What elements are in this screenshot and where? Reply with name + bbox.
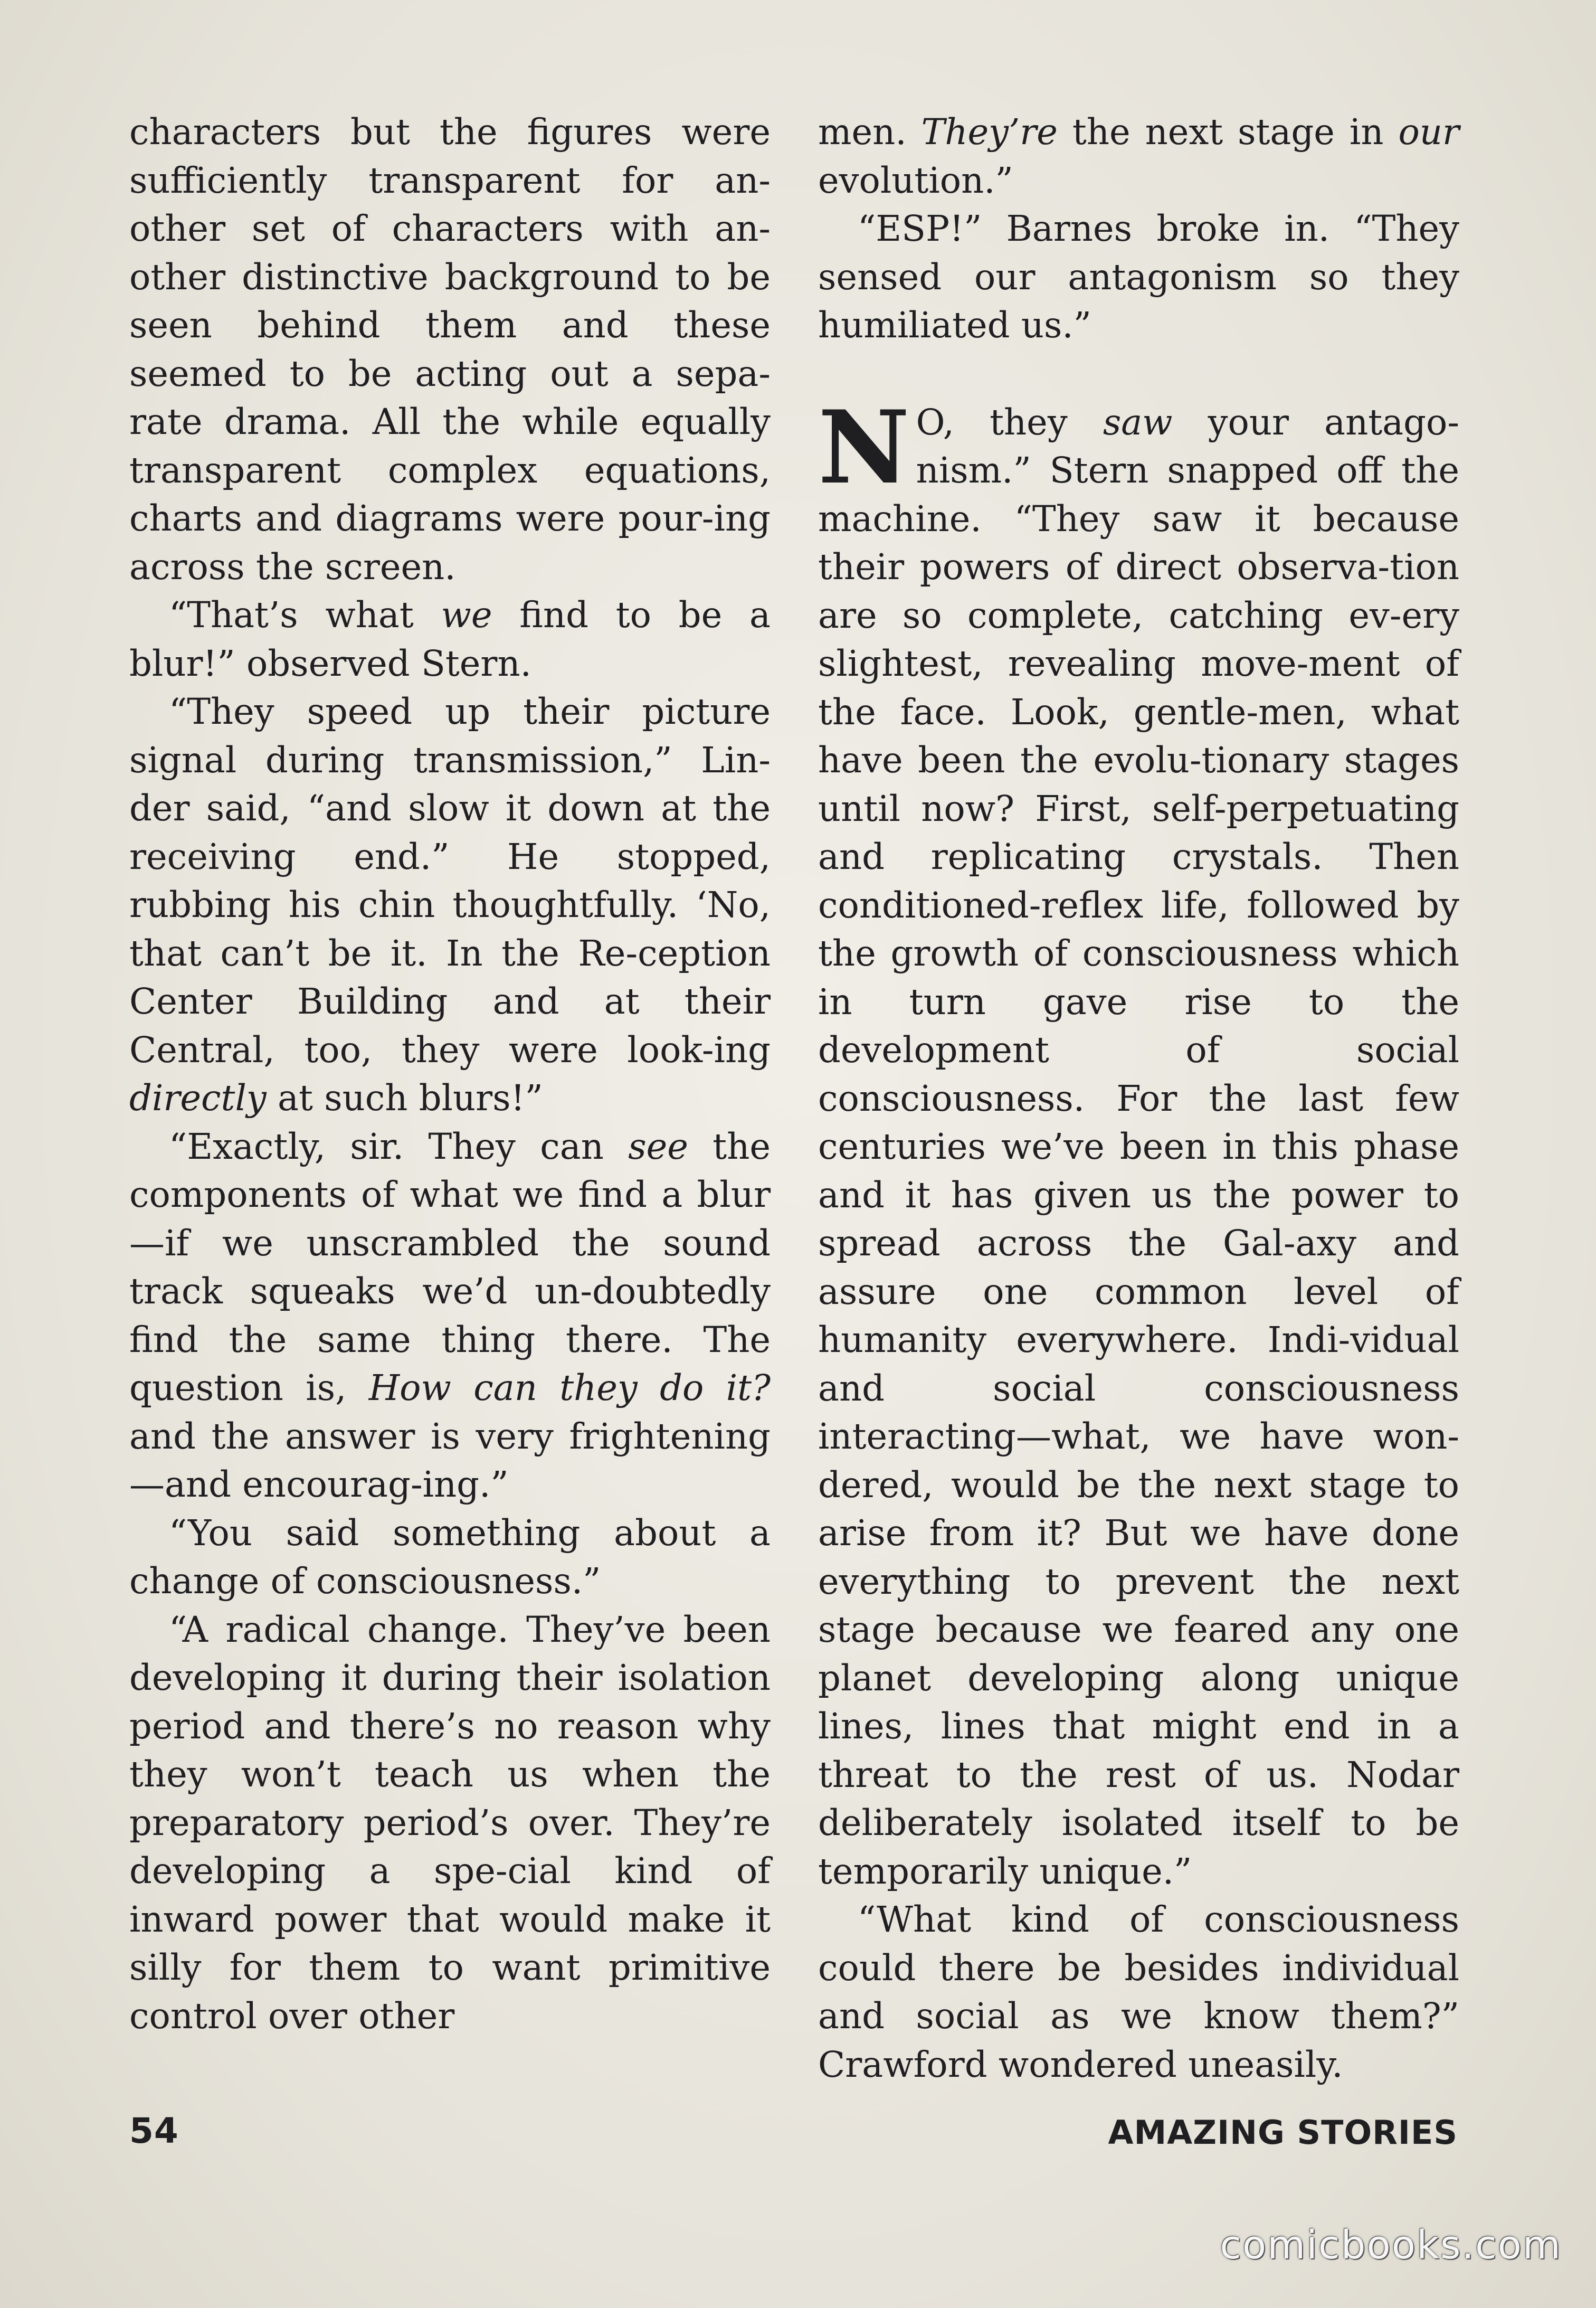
left-column [129,108,771,2040]
paragraph: “A radical change. They’ve been developing it during their isolation period and there’s no reason why they won’t teach us when the preparatory period’s over. They’re developing a spe-cial kind of inward power that would make it silly for them to want primitive control over other [129,1609,771,2037]
drop-cap: N [818,388,910,506]
running-footer: AMAZING STORIES [1108,2113,1458,2152]
paragraph: “What kind of consciousness could there be besides individual and social as we know them?” Crawford wondered uneasily. [818,1899,1459,2085]
paragraph: characters but the figures were sufficiently transparent for an-other set of characters with an-other distinctive background to be seen behind them and these seemed to be acting out a sepa-rate drama. All the while equally transparent complex equations, charts and diagrams were pour-ing across the screen. [129,111,771,588]
right-column [818,108,1459,2089]
italic-text: saw [1103,401,1173,443]
paragraph: “You said something about a change of consciousness.” [129,1512,771,1602]
paragraph: N O, they saw your antago-nism.” Stern snapped off the machine. “They saw it because their powers of direct observa-tion are so complete, catching ev-ery slightest, revealing move-ment of the face. Look, gentle-men, what have been the evolu-tionary stages until now? First, self-perpetuating and replicating crystals. Then conditioned-reflex life, followed by the growth of consciousness which in turn gave rise to the development of social consciousness. For the last few centuries we’ve been in this phase and it has given us the power to spread across the Gal-axy and assure one common level of humanity everywhere. Indi-vidual and social consciousness interacting—what, we have won-dered, would be the next stage to arise from it? But we have done everything to prevent the next stage because we feared any one planet developing along unique lines, lines that might end in a threat to the rest of us. Nodar deliberately isolated itself to be temporarily unique.” [818,388,1459,1892]
paragraph: “That’s what we find to be a blur!” observed Stern. [129,594,771,684]
page-number: 54 [129,2111,179,2151]
italic-text: directly [129,1077,267,1119]
italic-text: our [1398,111,1459,153]
watermark: comicbooks.com [1220,2222,1562,2268]
italic-text: They’re [921,111,1058,153]
italic-text: How can they do it? [368,1367,771,1408]
paragraph: “Exactly, sir. They can see the components of what we find a blur—if we unscrambled the sound track squeaks we’d un-doubtedly find the same thing there. The question is, How can they do it? and the answer is very frightening—and encourag-ing.” [129,1125,771,1505]
italic-text: see [628,1125,688,1167]
paragraph: men. They’re the next stage in our evolution.” [818,111,1459,201]
paragraph: “ESP!” Barnes broke in. “They sensed our antagonism so they humiliated us.” [818,208,1459,346]
paragraph: “They speed up their picture signal during transmission,” Lin-der said, “and slow it down at the receiving end.” He stopped, rubbing his chin thoughtfully. ‘No, that can’t be it. In the Re-ception Center Building and at their Central, too, they were look-ing directly at such blurs!” [129,691,771,1119]
italic-text: we [441,594,492,636]
